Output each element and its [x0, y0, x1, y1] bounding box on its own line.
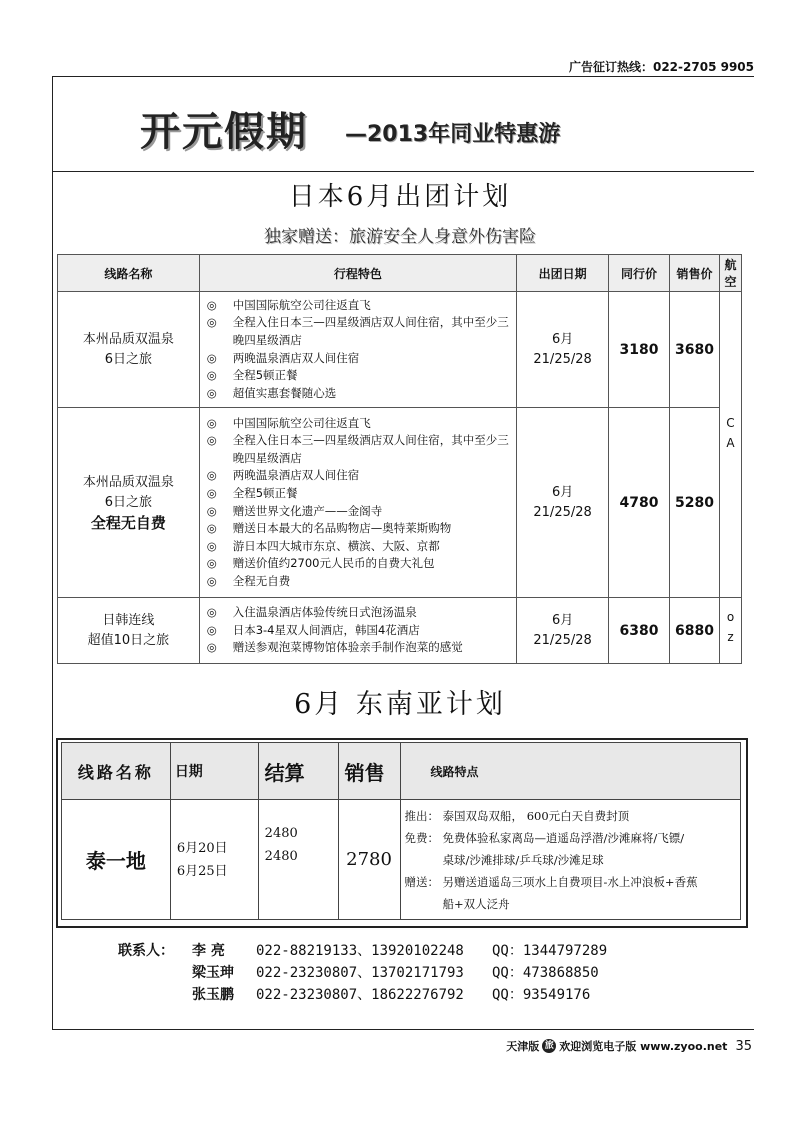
table-row [62, 800, 741, 920]
list-item: ◎ 赠送世界文化遗产——金阁寺 [207, 503, 509, 521]
col-itinerary: 行程特色 [199, 255, 516, 292]
sea-settle-1: 2480 [264, 826, 298, 841]
itinerary-cell [199, 292, 516, 408]
list-item: ◎ 入住温泉酒店体验传统日式泡汤温泉 [207, 604, 509, 622]
footer-website: 欢迎浏览电子版 www.zyoo.net [559, 1040, 728, 1053]
date-month: 6月 [551, 331, 574, 347]
feat-label: 免费： [404, 830, 440, 845]
list-item: ◎ 超值实惠套餐随心选 [207, 385, 509, 403]
peer-price: 4780 [609, 408, 670, 598]
top-rule [52, 76, 754, 77]
list-item: ◎ 全程入住日本三—四星级酒店双人间住宿，其中至少三晚四星级酒店 [207, 314, 509, 349]
route-line-1: 本州品质双温泉 [82, 474, 174, 490]
departure-date [517, 292, 609, 408]
sea-date-2: 6月25日 [176, 863, 228, 879]
itinerary-cell [199, 408, 516, 598]
contact-name: 李 亮 [192, 943, 225, 959]
table-row [58, 598, 742, 664]
sea-date-1: 6月20日 [176, 840, 228, 856]
sea-col-date: 日期 [170, 743, 258, 800]
date-month: 6月 [551, 612, 574, 628]
contact-qq: QQ：473868850 [492, 965, 599, 981]
page-footer [506, 1038, 752, 1054]
route-name [58, 408, 200, 598]
sea-col-sale: 销售 [338, 743, 400, 800]
japan-gift: 独家赠送：旅游安全人身意外伤害险 [264, 227, 536, 247]
list-item: ◎ 全程5顿正餐 [207, 367, 509, 385]
airline-oz [719, 598, 741, 664]
japan-table-header [58, 255, 742, 292]
feat-text: 另赠送逍遥岛三项水上自费项目-水上冲浪板+香蕉 [442, 874, 698, 889]
peer-price: 6380 [609, 598, 670, 664]
route-line-1: 本州品质双温泉 [82, 331, 174, 347]
list-item: ◎ 中国国际航空公司往返直飞 [207, 415, 509, 433]
bottom-rule [52, 1029, 754, 1030]
sea-dates [170, 800, 258, 920]
date-month: 6月 [551, 484, 574, 500]
sale-price: 6880 [670, 598, 720, 664]
left-rule [52, 76, 53, 1029]
footer-edition: 天津版 [506, 1040, 540, 1053]
sale-price: 3680 [670, 292, 720, 408]
col-date: 出团日期 [517, 255, 609, 292]
col-route: 线路名称 [58, 255, 200, 292]
feature-list [201, 412, 515, 594]
feat-text: 免费体验私家离岛—逍遥岛浮潜/沙滩麻将/飞镖/ [442, 830, 685, 845]
contact-row [118, 940, 607, 962]
airline-code-1: C [726, 416, 735, 430]
route-line-3: 全程无自费 [90, 513, 166, 532]
departure-date [517, 598, 609, 664]
list-item: ◎ 两晚温泉酒店双人间住宿 [207, 350, 509, 368]
table-row [58, 292, 742, 408]
col-peer-price: 同行价 [609, 255, 670, 292]
brand-badge-icon: 旅 [542, 1039, 556, 1053]
sea-table [61, 742, 741, 920]
sea-col-features: 线路特点 [400, 743, 740, 800]
route-name [58, 292, 200, 408]
list-item: ◎ 赠送价值约2700元人民币的自费大礼包 [207, 555, 509, 573]
contact-phone: 022-23230807、13702171793 [256, 965, 464, 981]
sea-sale-price: 2780 [338, 800, 400, 920]
contact-name: 梁玉珅 [192, 965, 234, 981]
date-days: 21/25/28 [533, 351, 592, 367]
list-item: ◎ 赠送参观泡菜博物馆体验亲手制作泡菜的感觉 [207, 639, 509, 657]
list-item: ◎ 游日本四大城市东京、横滨、大阪、京都 [207, 538, 509, 556]
table-row [58, 408, 742, 598]
sea-col-settle: 结算 [258, 743, 338, 800]
header-rule [52, 171, 754, 172]
list-item: ◎ 两晚温泉酒店双人间住宿 [207, 467, 509, 485]
ad-hotline: 广告征订热线：022-2705 9905 [568, 60, 754, 74]
itinerary-cell [199, 598, 516, 664]
route-line-2: 6日之旅 [104, 351, 152, 367]
airline-code-1: o [726, 610, 735, 624]
route-line-2: 超值10日之旅 [87, 632, 170, 648]
feat-text: 桌球/沙滩排球/乒乓球/沙滩足球 [442, 852, 604, 867]
contact-name: 张玉鹏 [192, 987, 234, 1003]
sea-settle-prices [258, 800, 338, 920]
date-days: 21/25/28 [533, 504, 592, 520]
list-item: ◎ 全程5顿正餐 [207, 485, 509, 503]
list-item: ◎ 中国国际航空公司往返直飞 [207, 297, 509, 315]
airline-code-2: A [726, 436, 735, 450]
feat-label: 推出： [404, 808, 440, 823]
contacts-label: 联系人： [118, 943, 174, 959]
route-line-1: 日韩连线 [102, 612, 155, 628]
feature-list [201, 601, 515, 660]
sea-title: 6月 东南亚计划 [294, 689, 506, 720]
sea-features [400, 800, 740, 920]
airline-ca [719, 292, 741, 598]
date-days: 21/25/28 [533, 632, 592, 648]
japan-title: 日本6月出团计划 [288, 182, 512, 212]
contact-qq: QQ：1344797289 [492, 943, 608, 959]
col-sale-price: 销售价 [670, 255, 720, 292]
feat-text: 泰国双岛双船， 600元白天自费封顶 [442, 808, 630, 823]
contact-phone: 022-23230807、18622276792 [256, 987, 464, 1003]
contact-phone: 022-88219133、13920102248 [256, 943, 464, 959]
airline-code-2: z [727, 630, 734, 644]
sea-table-header [62, 743, 741, 800]
contact-qq: QQ：93549176 [492, 987, 591, 1003]
peer-price: 3180 [609, 292, 670, 408]
contacts-block [118, 940, 607, 1006]
col-airline: 航空 [719, 255, 741, 292]
page-number: 35 [735, 1038, 752, 1054]
list-item: ◎ 全程入住日本三—四星级酒店双人间住宿，其中至少三晚四星级酒店 [207, 432, 509, 467]
feature-list [201, 294, 515, 406]
sale-price: 5280 [670, 408, 720, 598]
sea-col-route: 线路名称 [62, 743, 171, 800]
japan-table [57, 254, 742, 664]
departure-date [517, 408, 609, 598]
brand-logo: 开元假期 [140, 108, 308, 155]
list-item: ◎ 日本3-4星双人间酒店，韩国4花酒店 [207, 622, 509, 640]
contact-row [118, 984, 607, 1006]
brand-subtitle: —2013年同业特惠游 [345, 122, 561, 147]
feat-text: 船+双人泛舟 [442, 896, 510, 911]
list-item: ◎ 全程无自费 [207, 573, 509, 591]
contact-row [118, 962, 607, 984]
route-name [58, 598, 200, 664]
feat-label: 赠送： [404, 874, 440, 889]
sea-settle-2: 2480 [264, 849, 298, 864]
sea-route-name: 泰一地 [62, 800, 171, 920]
route-line-2: 6日之旅 [104, 494, 152, 510]
list-item: ◎ 赠送日本最大的名品购物店—奥特莱斯购物 [207, 520, 509, 538]
